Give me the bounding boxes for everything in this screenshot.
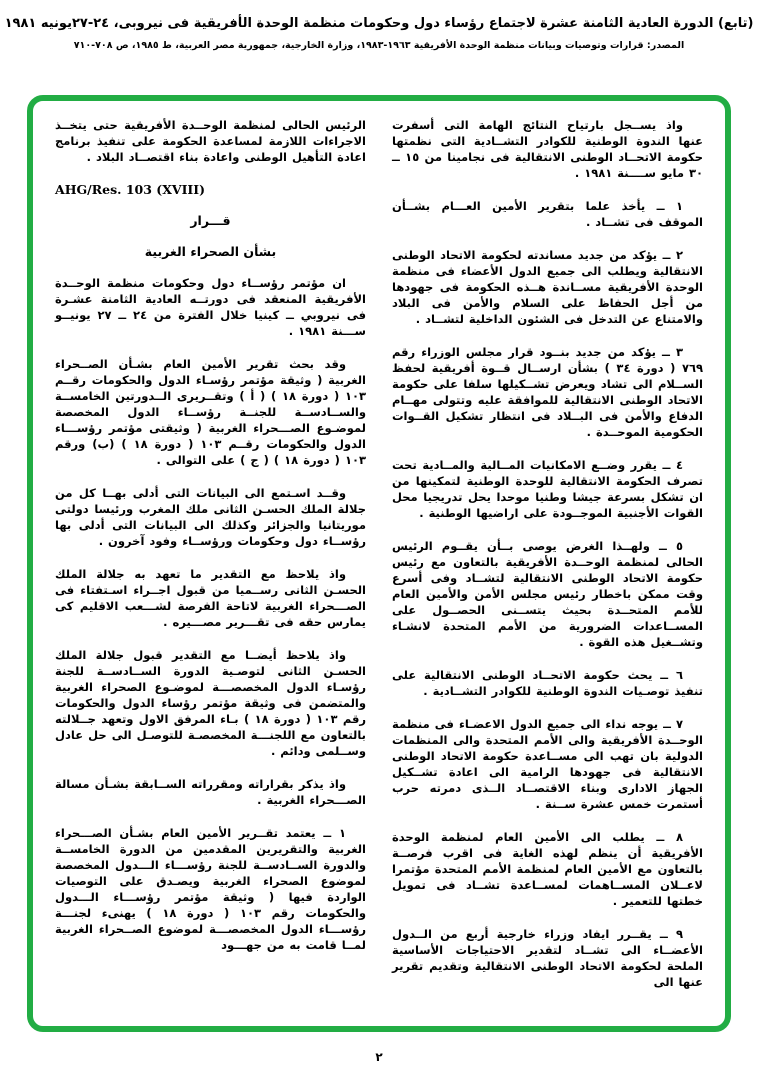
paragraph-item-8: ٨ ــ يطلب الى الأمين العام لمنظمة الوحدة الأفريقية أن ينظم لهذه الغاية فى اقرب فرصــة بالتعاون مع الأمين العام لمنظمة الأمم المتحدة مؤتمرا لاعــلان المســاهمات لمســاعدة تشــاد فى تمويل خطتها للتعمير . (392, 830, 703, 908)
paragraph-recalling: واذ يذكر بقراراته ومقرراته الســابقة بشـأن مسالة الصـــحراء الغربية . (55, 777, 366, 807)
content-frame (27, 95, 731, 1032)
paragraph-item-7: ٧ ــ يوجه نداء الى جميع الدول الاعضـاء فى منظمة الوحــدة الأفريقية والى الأمم المتحدة والى المنظمات الدولية بان تهب الى مســاعدة حكومة الاتحاد الوطنى الانتقالية فى جهودها الرامية الى اعادة تشــكيل الجهاز الادارى وبناء الاقتصــاد الــذى دمرته حرب أستمرت خمس عشرة ســنة . (392, 717, 703, 811)
resolution-subtitle: بشأن الصحراء الغربية (144, 244, 277, 259)
paragraph-item-9: ٩ ــ يقــرر ايفاد وزراء خارجية أربع من الــدول الأعضــاء الى تشــاد لتقدير الاحتياجات الأساسية الملحة لحكومة الاتحاد الوطنى الانتقالية وتقديم تقرير عنها الى (392, 927, 703, 989)
paragraph-item-3: ٣ ــ يؤكد من جديد بنــود قرار مجلس الوزراء رقم ٧٦٩ ( دورة ٣٤ ) بشأن ارســال قــوة أفريقية لحفظ الســلام الى تشاد ويعرض تشــكيلها سلفا على حكومة الاتحاد الوطنى الانتقالية للموافقة عليه وتتولى مهــام الدفاع والأمن فى البــلاد فى انتظار تشكيل القــوات الحكومية الموحــدة . (392, 345, 703, 439)
paragraph-item-6: ٦ ــ يحث حكومة الاتحــاد الوطنى الانتقالية على تنفيذ توصـيات الندوة الوطنية للكوادر التشــادية . (392, 668, 703, 698)
paragraph-operative-1: ١ ــ يعتمد تقــرير الأمين العام بشـأن الصـــحراء الغربية والتقريرين المقدمين من الدورة الخامســة والدورة الســادســة للجنة رؤســـاء الـــدول المخصصة لموضوع الصحراء الغربية ويصـدق على التوصيات الواردة فيها ( وثيقة مؤتمر رؤســـاء الـــدول والحكومات رقم ١٠٣ ( دورة ١٨ ) يهنىء لجنـــة رؤســـاء الدول المخصصـــة لموضوع الصــحراء الغربية لمــا قامت به من جهـــود (55, 826, 366, 952)
paragraph-continuation: الرئيس الحالى لمنظمة الوحــدة الأفريقية حتى يتخــذ الاجراءات اللازمة لمساعدة الحكومة على تنفيذ برنامج اعادة التأهيل الوطنى واعادة بناء اقتصــاد البلاد . (55, 118, 366, 164)
paragraph-item-5: ٥ ــ ولهــذا الغرض يوصى بــأن يقــوم الرئيس الحالى لمنظمة الوحــدة الأفريقية بالتعاون مع رئيس حكومة الاتحاد الوطنى الانتقالية لتشــاد وفى أسرع وقت ممكن باخطار رئيس مجلس الأمن والأمين العام للأمم المتحــدة بحيث يتســنى الحصــول على المســاعدات الضرورية من الأمم المتحدة لانشـاء وتشــغيل هذه القوة . (392, 539, 703, 649)
header-session-title: (تابع) الدورة العادية الثامنة عشرة لاجتماع رؤساء دول وحكومات منظمة الوحدة الأفريقية فى نيروبى، ٢٤-٢٧يونيه ١٩٨١ (4, 16, 754, 31)
paragraph-preamble: واذ يســجل بارتياح النتائج الهامة التى أسفرت عنها الندوة الوطنية للكوادر التشــادية التى نظمتها حكومة الاتحــاد الوطنى الانتقالية فى نجامينا من ١٥ ــ ٣٠ مايو ســــنة ١٩٨١ . (392, 118, 703, 180)
column-right (392, 117, 703, 1016)
paragraph-statements: وقــد اسـتمع الى البيانات التى أدلى بهــا كل من جلالة الملك الحسـن الثانى ملك المغرب ورئيسا دولتى موريتانيا والجزائر وكذلك الى البيانات التى أدلى بها رؤســاء دول وحكومات ورؤســاء وفود آخرون . (55, 486, 366, 548)
paragraph-item-2: ٢ ــ يؤكد من جديد مساندته لحكومة الاتحاد الوطنى الانتقالية ويطلب الى جميع الدول الأعضاء فى منظمة الوحدة الأفريقية مســاندة هــذه الحكومة فى جهودها من أجل الحفاظ على السلام والأمن فى البلاد والامتناع عن التدخل فى الشئون الداخلية لتشــاد . (392, 248, 703, 326)
paragraph-opening: ان مؤتمر رؤســاء دول وحكومات منظمة الوحــدة الأفريقية المنعقد فى دورتــه العادية الثامنة عشـرة فى نيروبي ــ كينيا خلال الفترة من ٢٤ ــ ٢٧ يونيــو ســـنة ١٩٨١ . (55, 276, 366, 338)
paragraph-report-review: وقد بحث تقرير الأمين العام بشـأن الصــحراء الغربية ( وثيقة مؤتمر رؤسـاء الدول والحكومات رقــم ١٠٣ ( دورة ١٨ ) ( أ ) وتقــريرى الــدورتين الخامســة والســادســة للجنــة رؤســاء الدول المخصصة لموضـوع الصـــحراء الغربية ( وثيقتى مؤتمر رؤســـاء الدول والحكومات رقــم ١٠٣ ( دورة ١٨ ) (ب) ورقم ١٠٣ ( دورة ١٨ ) ( ج ) على التوالى . (55, 357, 366, 467)
resolution-title: قـــرار (190, 213, 231, 228)
page-number: ٢ (375, 1050, 383, 1064)
paragraph-item-1: ١ ــ يأخذ علما بتقرير الأمين العـــام بشــأن الموقف فى تشــاد . (392, 199, 703, 229)
paragraph-item-4: ٤ ــ يقرر وضــع الامكانيات المــالية والمــادية تحت تصرف الحكومة الانتقالية للوحدة الوطنية لتمكينها من ان تشكل بسرعة جيشا وطنيا موحدا يحل تدريجيا محل القوات الأجنبية الموجــودة على اراضيها الوطنية . (392, 458, 703, 520)
document-header (0, 16, 758, 51)
paragraph-noting-acceptance: واذ يلاحظ أيضــا مع التقدير قبول جلالة الملك الحسـن الثانى لتوصـية الدورة الســادســة للجنة رؤسـاء الدول المخصصـــة لموضـوع الصحراء الغربية والمتضمن فى وثيقة مؤتمر رؤساء الدول والحكومات رقم ١٠٣ ( دورة ١٨ ) بـاء المرفق الاول وتعهد جــلالته بالتعاون مع اللجنـــة المخصصـة للتوصـل الى حل عادل وســلمى ودائم . (55, 648, 366, 758)
column-left (55, 117, 366, 1016)
paragraph-noting-referendum: واذ يلاحظ مع التقدير ما تعهد به جلالة الملك الحسـن الثانى رســميا من قبول اجــراء اسـتفتاء فى الصـــحراء الغربية لاتاحة الفرصة لشـــعب الاقليم كى يمارس حقه فى تقـــرير مصـــيره . (55, 567, 366, 629)
resolution-reference-code: AHG/Res. 103 (XVIII) (55, 182, 206, 197)
header-source-line: المصدر: قرارات وتوصيات وبيانات منظمة الوحدة الأفريقية ١٩٦٣-١٩٨٣، وزارة الخارجية، جمهورية مصر العربية، ط ١٩٨٥، ص ٧٠٨-٧١٠ (73, 40, 685, 51)
